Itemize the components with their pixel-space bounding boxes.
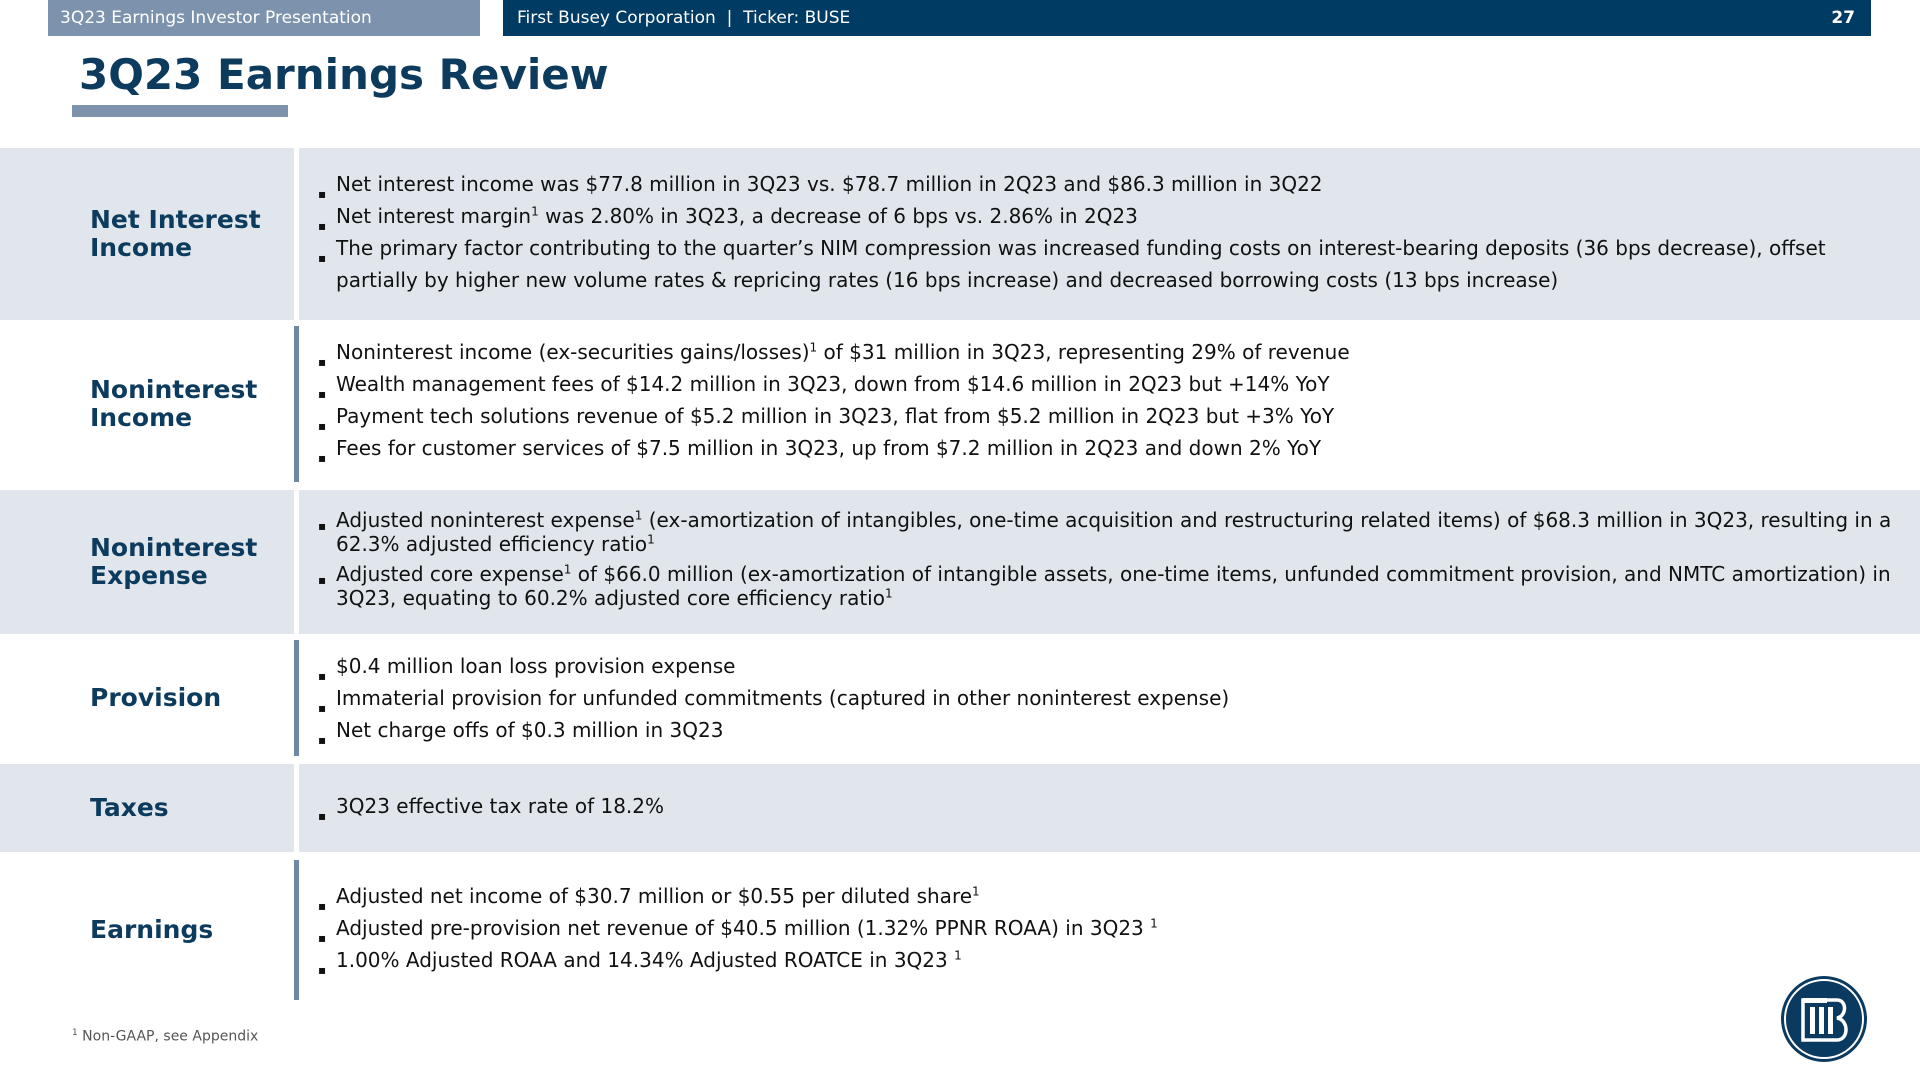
bullet-list [318, 650, 1900, 746]
bullet-text: Adjusted core expense [336, 562, 564, 586]
label-line: Income [90, 233, 193, 262]
bullet-item [318, 562, 1900, 610]
footnote-marker: 1 [647, 532, 655, 547]
section-divider [294, 326, 299, 482]
section-earnings [0, 854, 1920, 1006]
section-label [90, 534, 290, 590]
bullet-item [318, 714, 1900, 746]
bullet-item [318, 944, 1900, 976]
footnote [72, 1028, 258, 1045]
label-line: Income [90, 403, 193, 432]
bullet-item [318, 400, 1900, 432]
bullet-text: $0.4 million loan loss provision expense [336, 654, 736, 678]
section-noninterest-income [0, 320, 1920, 488]
label-line: Noninterest [90, 533, 258, 562]
section-divider [294, 860, 299, 1000]
bullet-list [318, 508, 1900, 616]
busey-logo-icon [1781, 976, 1867, 1062]
bullet-text: Net interest income was $77.8 million in 3Q23 vs. $78.7 million in 2Q23 and $86.3 million in 3Q22 [336, 172, 1323, 196]
bullet-text: 3Q23 effective tax rate of 18.2% [336, 794, 664, 818]
bullet-text: 1.00% Adjusted ROAA and 14.34% Adjusted ROATCE in 3Q23 [336, 948, 955, 972]
bullet-item [318, 232, 1900, 296]
bullet-text: Wealth management fees of $14.2 million in 3Q23, down from $14.6 million in 2Q23 but +14% YoY [336, 372, 1330, 396]
bullet-item [318, 508, 1900, 556]
section-label [90, 206, 290, 262]
footnote-marker: 1 [1150, 916, 1158, 931]
logo-mark [1781, 976, 1867, 1062]
section-label [90, 794, 290, 822]
label-line: Noninterest [90, 375, 258, 404]
bullet-item [318, 368, 1900, 400]
footnote-marker: 1 [72, 1028, 78, 1038]
company-ticker: First Busey Corporation | Ticker: BUSE [517, 8, 851, 28]
bullet-text: Adjusted net income of $30.7 million or $0.55 per diluted share [336, 884, 973, 908]
section-label [90, 916, 290, 944]
bullet-item [318, 168, 1900, 200]
bullet-text: The primary factor contributing to the quarter’s NIM compression was increased funding costs on interest-bearing deposits (36 bps decrease), offset partially by higher new volume rates & repricing rates (16 bps increase) and decreased borrowing costs (13 bps increase) [336, 236, 1826, 292]
section-label [90, 376, 290, 432]
section-divider [294, 640, 299, 756]
presentation-name-bar [48, 0, 480, 36]
label-line: Expense [90, 561, 208, 590]
bullet-item [318, 336, 1900, 368]
footnote-marker: 1 [531, 204, 539, 219]
bullet-text: Immaterial provision for unfunded commitments (captured in other noninterest expense) [336, 686, 1230, 710]
bullet-item [318, 432, 1900, 464]
section-noninterest-expense [0, 490, 1920, 634]
bullet-item [318, 200, 1900, 232]
footnote-marker: 1 [972, 884, 980, 899]
footnote-text: Non-GAAP, see Appendix [77, 1028, 259, 1045]
section-divider [294, 148, 299, 320]
bullet-list [318, 168, 1900, 296]
section-label [90, 684, 290, 712]
section-provision [0, 634, 1920, 762]
bullet-list [318, 790, 1900, 822]
bullet-item [318, 790, 1900, 822]
page-number: 27 [1831, 8, 1855, 28]
bullet-text: Net charge offs of $0.3 million in 3Q23 [336, 718, 724, 742]
section-divider [294, 764, 299, 852]
bullet-text: Fees for customer services of $7.5 million in 3Q23, up from $7.2 million in 2Q23 and down 2% YoY [336, 436, 1322, 460]
footnote-marker: 1 [884, 586, 893, 601]
bullet-text: Adjusted noninterest expense [336, 508, 635, 532]
bullet-text: Noninterest income (ex-securities gains/losses) [336, 340, 810, 364]
section-divider [294, 490, 299, 634]
label-line: Taxes [90, 793, 169, 822]
bullet-list [318, 880, 1900, 976]
title-underline [72, 105, 288, 117]
bullet-item [318, 912, 1900, 944]
bullet-list [318, 336, 1900, 464]
bullet-text: of $66.0 million (ex-amortization of intangible assets, one-time items, unfunded commitment provision, and NMTC amortization) in 3Q23, equating to 60.2% adjusted core efficiency ratio [336, 562, 1891, 610]
label-line: Provision [90, 683, 222, 712]
bullet-text: Net interest margin [336, 204, 532, 228]
page-title: 3Q23 Earnings Review [79, 50, 609, 99]
section-net-interest-income [0, 148, 1920, 320]
bullet-text: Payment tech solutions revenue of $5.2 million in 3Q23, flat from $5.2 million in 2Q23 but +3% YoY [336, 404, 1335, 428]
section-taxes [0, 764, 1920, 852]
footnote-marker: 1 [954, 948, 962, 963]
bullet-item [318, 650, 1900, 682]
company-ticker-bar [503, 0, 1871, 36]
label-line: Earnings [90, 915, 214, 944]
bullet-item [318, 682, 1900, 714]
bullet-text: Adjusted pre-provision net revenue of $40.5 million (1.32% PPNR ROAA) in 3Q23 [336, 916, 1151, 940]
bullet-item [318, 880, 1900, 912]
bullet-text: of $31 million in 3Q23, representing 29% of revenue [817, 340, 1350, 364]
bullet-text: (ex-amortization of intangibles, one-time acquisition and restructuring related items) of $68.3 million in 3Q23, resulting in a 62.3% adjusted efficiency ratio [336, 508, 1892, 556]
footnote-marker: 1 [563, 562, 572, 577]
footnote-marker: 1 [634, 508, 643, 523]
bullet-text: was 2.80% in 3Q23, a decrease of 6 bps vs. 2.86% in 2Q23 [538, 204, 1138, 228]
presentation-name: 3Q23 Earnings Investor Presentation [60, 8, 372, 28]
footnote-marker: 1 [809, 340, 818, 355]
label-line: Net Interest [90, 205, 261, 234]
